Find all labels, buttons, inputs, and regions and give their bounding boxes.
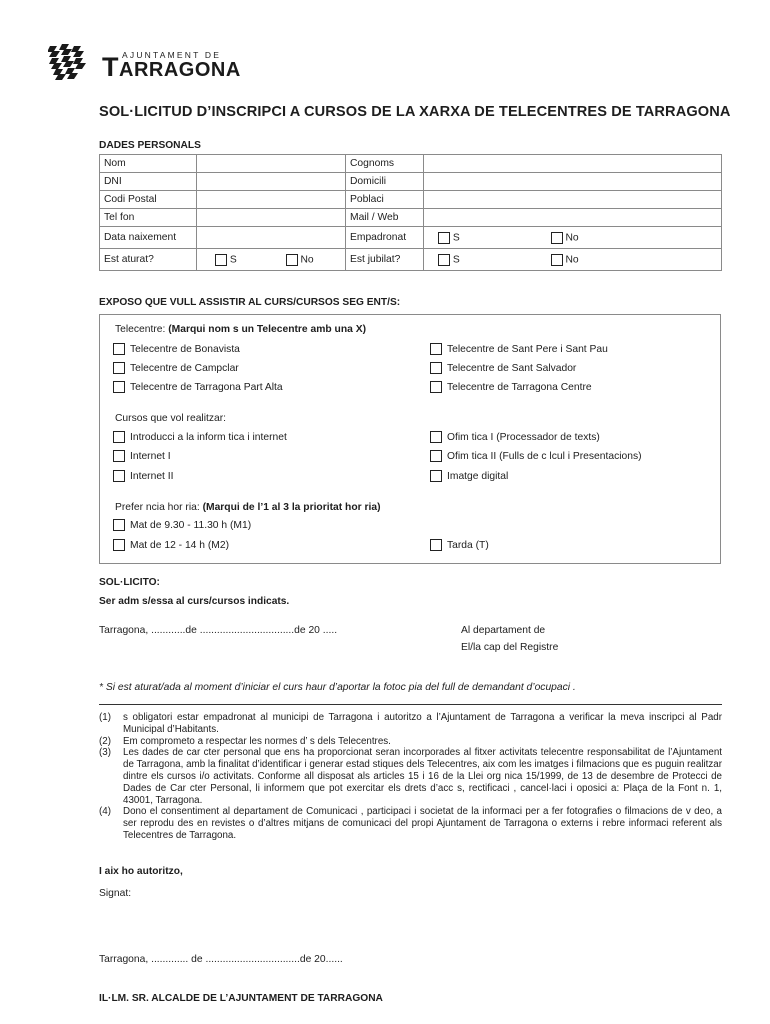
codi-postal-label: Codi Postal <box>100 191 197 209</box>
telecentre-option-centre[interactable] <box>430 381 592 393</box>
course-internet-1-label: Internet I <box>130 450 171 462</box>
course-ofimatica-1-label: Ofim tica I (Processador de texts) <box>447 431 600 443</box>
telecentre-centre-checkbox[interactable] <box>430 381 442 393</box>
schedule-hint: (Marqui de l’1 al 3 la prioritat hor ria) <box>202 502 381 513</box>
footnote-item: (1) s obligatori estar empadronat al municipi de Tarragona i autoritzo a l’Ajuntament de Tarragona a verificar la meva inscripci al Padr Municipal d’Habitants. <box>99 712 722 735</box>
final-date-line[interactable]: Tarragona, ............. de .................................de 20...... <box>99 954 343 965</box>
data-naixement-field[interactable] <box>197 227 346 249</box>
course-imatge-label: Imatge digital <box>447 470 509 482</box>
course-internet-1-checkbox[interactable] <box>113 450 125 462</box>
course-option-intro[interactable] <box>113 431 287 443</box>
telecentre-bonavista-label: Telecentre de Bonavista <box>130 343 240 355</box>
org-label-top: AJUNTAMENT DE <box>122 50 222 60</box>
tarragona-crest-icon <box>48 42 94 80</box>
mail-field[interactable] <box>424 209 722 227</box>
mail-label: Mail / Web <box>346 209 424 227</box>
course-intro-label: Introducci a la inform tica i internet <box>130 431 287 443</box>
addressee-line-1: Al departament de <box>461 625 546 636</box>
authorize-text: I aix ho autoritzo, <box>99 866 183 877</box>
jubilat-options <box>424 249 722 271</box>
telefon-field[interactable] <box>197 209 346 227</box>
telecentre-bonavista-checkbox[interactable] <box>113 343 125 355</box>
org-label-main: TARRAGONA <box>102 52 241 82</box>
empadronat-no-label: No <box>565 232 579 244</box>
jubilat-label: Est jubilat? <box>346 249 424 271</box>
dni-field[interactable] <box>197 173 346 191</box>
telecentre-part-alta-label: Telecentre de Tarragona Part Alta <box>130 381 283 393</box>
empadronat-si-checkbox[interactable] <box>438 232 450 244</box>
empadronat-si-label: S <box>452 232 460 244</box>
schedule-label: Prefer ncia hor ria: <box>115 502 203 513</box>
telecentre-option-bonavista[interactable] <box>113 343 240 355</box>
telecentre-part-alta-checkbox[interactable] <box>113 381 125 393</box>
request-heading: SOL·LICITO: <box>99 577 160 588</box>
footnote-item: (4) Dono el consentiment al departament de Comunicaci , participaci i societat de la informaci per a fer fotografies o filmacions de v deo, a ser reprodu des en revistes o d’altres mitjans de comunicaci del propi Ajuntament de Tarragona o externs i rebre informaci referent als Telecentres de Tarragona. <box>99 806 722 841</box>
courses-label: Cursos que vol realitzar: <box>115 413 227 424</box>
form-title: SOL·LICITUD D’INSCRIPCI A CURSOS DE LA XARXA DE TELECENTRES DE TARRAGONA <box>99 104 731 120</box>
empadronat-no-checkbox[interactable] <box>551 232 563 244</box>
telecentre-option-part-alta[interactable] <box>113 381 283 393</box>
telecentre-centre-label: Telecentre de Tarragona Centre <box>447 381 592 393</box>
final-addressee: IL·LM. SR. ALCALDE DE L’AJUNTAMENT DE TARRAGONA <box>99 993 383 1004</box>
telecentre-sant-pere-checkbox[interactable] <box>430 343 442 355</box>
aturat-options <box>197 249 346 271</box>
footnote-item: (2) Em comprometo a respectar les normes d’ s dels Telecentres. <box>99 735 391 747</box>
telecentre-sant-salvador-label: Telecentre de Sant Salvador <box>447 362 577 374</box>
aturat-si-label: S <box>229 254 237 266</box>
unemployed-note: * Si est aturat/ada al moment d’iniciar el curs haur d’aportar la fotoc pia del full de demandant d’ocupaci . <box>99 682 576 693</box>
dni-label: DNI <box>100 173 197 191</box>
telecentre-option-campclar[interactable] <box>113 362 239 374</box>
aturat-no-label: No <box>300 254 314 266</box>
footnotes-list <box>99 712 722 842</box>
telecentre-campclar-label: Telecentre de Campclar <box>130 362 239 374</box>
course-internet-2-label: Internet II <box>130 470 174 482</box>
telecentre-label: Telecentre: <box>115 324 169 335</box>
aturat-no-checkbox[interactable] <box>286 254 298 266</box>
request-date-line[interactable]: Tarragona, ............de .................................de 20 ..... <box>99 625 338 636</box>
aturat-si-checkbox[interactable] <box>215 254 227 266</box>
poblacio-label: Poblaci <box>346 191 424 209</box>
codi-postal-field[interactable] <box>197 191 346 209</box>
poblacio-field[interactable] <box>424 191 722 209</box>
jubilat-no-checkbox[interactable] <box>551 254 563 266</box>
telecentre-prompt <box>115 324 366 335</box>
data-naixement-label: Data naixement <box>100 227 197 249</box>
course-option-internet-2[interactable] <box>113 470 174 482</box>
personal-data-table <box>99 154 722 271</box>
empadronat-label: Empadronat <box>346 227 424 249</box>
jubilat-no-label: No <box>565 254 579 266</box>
schedule-option-m1[interactable] <box>113 519 251 531</box>
jubilat-si-checkbox[interactable] <box>438 254 450 266</box>
nom-field[interactable] <box>197 155 346 173</box>
telecentre-campclar-checkbox[interactable] <box>113 362 125 374</box>
divider-line <box>99 704 722 705</box>
course-option-imatge[interactable] <box>430 470 508 482</box>
course-internet-2-checkbox[interactable] <box>113 470 125 482</box>
course-ofimatica-2-checkbox[interactable] <box>430 450 442 462</box>
telecentre-option-sant-salvador[interactable] <box>430 362 576 374</box>
telecentre-hint: (Marqui nom s un Telecentre amb una X) <box>168 324 367 335</box>
schedule-option-m2[interactable] <box>113 539 229 551</box>
course-option-ofimatica-2[interactable] <box>430 450 642 462</box>
domicili-field[interactable] <box>424 173 722 191</box>
footnote-item: (3) Les dades de car cter personal que ens ha proporcionat seran incorporades al fitxer activitats telecentre responsabilitat de l’Ajuntament de Tarragona, amb la finalitat d’identificar i generar estad stiques dels Telecentres, aix com les imatges i filmacions que es puguin realitzar dintre els cursos i/o activitats. Conforme all disposat als articles 15 i 16 de la Llei org nica 15/1999, de 13 de desembre de Protecci de Dades de Car cter Personal, li informem que pot exercitar els drets d’acc s, rectificaci , cancel·laci i oposici a: Plaça de la Font n. 1, 43001, Tarragona. <box>99 747 722 806</box>
schedule-m1-label: Mat de 9.30 - 11.30 h (M1) <box>130 519 252 531</box>
course-option-ofimatica-1[interactable] <box>430 431 600 443</box>
schedule-m2-checkbox[interactable] <box>113 539 125 551</box>
empadronat-options <box>424 227 722 249</box>
telecentre-sant-salvador-checkbox[interactable] <box>430 362 442 374</box>
signature-area[interactable] <box>140 900 440 940</box>
nom-label: Nom <box>100 155 197 173</box>
telefon-label: Tel fon <box>100 209 197 227</box>
domicili-label: Domicili <box>346 173 424 191</box>
addressee-line-2: El/la cap del Registre <box>461 642 559 653</box>
schedule-tarda-checkbox[interactable] <box>430 539 442 551</box>
personal-data-heading: DADES PERSONALS <box>99 140 201 151</box>
course-ofimatica-1-checkbox[interactable] <box>430 431 442 443</box>
course-option-internet-1[interactable] <box>113 450 171 462</box>
schedule-m1-checkbox[interactable] <box>113 519 125 531</box>
telecentre-option-sant-pere[interactable] <box>430 343 608 355</box>
aturat-label: Est aturat? <box>100 249 197 271</box>
telecentre-sant-pere-label: Telecentre de Sant Pere i Sant Pau <box>447 343 608 355</box>
cognoms-field[interactable] <box>424 155 722 173</box>
schedule-m2-label: Mat de 12 - 14 h (M2) <box>130 539 230 551</box>
schedule-prompt <box>115 502 381 513</box>
jubilat-si-label: S <box>452 254 460 266</box>
schedule-tarda-label: Tarda (T) <box>447 539 489 551</box>
course-intro-checkbox[interactable] <box>113 431 125 443</box>
course-ofimatica-2-label: Ofim tica II (Fulls de c lcul i Presentacions) <box>447 450 642 462</box>
request-text: Ser adm s/essa al curs/cursos indicats. <box>99 596 290 607</box>
cognoms-label: Cognoms <box>346 155 424 173</box>
schedule-option-tarda[interactable] <box>430 539 489 551</box>
course-imatge-checkbox[interactable] <box>430 470 442 482</box>
expose-heading: EXPOSO QUE VULL ASSISTIR AL CURS/CURSOS SEG ENT/S: <box>99 297 401 308</box>
signature-label: Signat: <box>99 888 132 899</box>
